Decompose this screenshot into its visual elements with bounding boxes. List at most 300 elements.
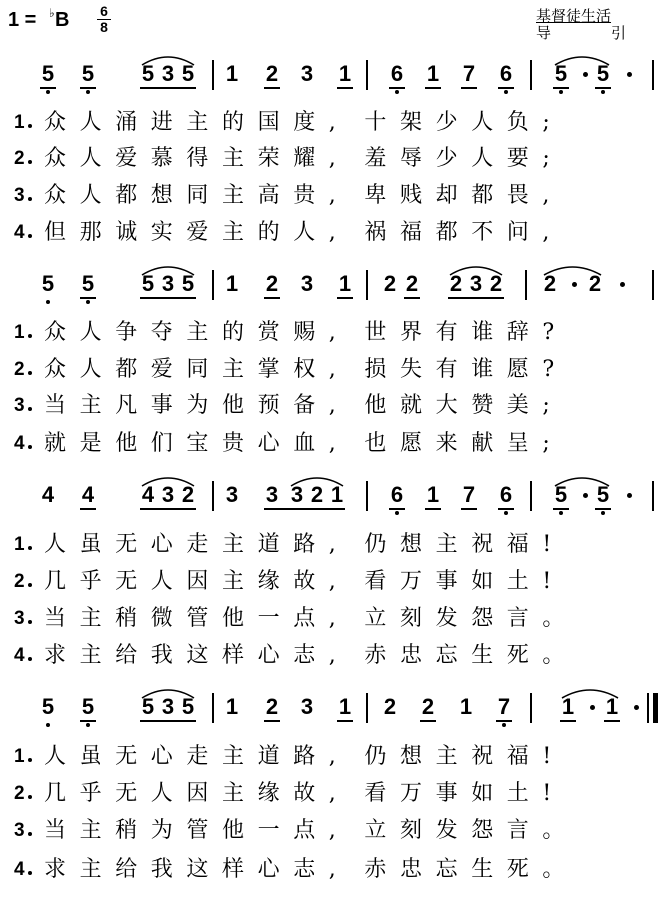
- lyric-char: 故: [293, 781, 316, 806]
- note: 5: [78, 272, 98, 296]
- note: 5: [593, 483, 613, 507]
- note: 2: [588, 271, 602, 296]
- notation-line: [0, 481, 665, 521]
- lyric-char: 稍: [115, 606, 138, 631]
- lyric-char: ;: [542, 146, 550, 171]
- note: 3: [300, 61, 314, 86]
- verse-number-dot: [28, 583, 32, 587]
- verse-number-dot: [28, 371, 32, 375]
- lower-octave-dot: [395, 90, 399, 94]
- final-bar-line-thin: [647, 693, 649, 723]
- lyric-char: 主: [222, 569, 245, 594]
- lyric-char: 主: [222, 146, 245, 171]
- note: 5: [78, 62, 98, 86]
- note: 6: [387, 483, 407, 507]
- lyric-char: 畏: [506, 183, 529, 208]
- final-bar-line-thick: [653, 693, 658, 723]
- lyric-char: 主: [222, 744, 245, 769]
- bar-line: [530, 60, 532, 90]
- lyric-char: ,: [328, 818, 336, 843]
- beam-underline: [553, 508, 569, 510]
- augmentation-dot: [620, 282, 625, 287]
- lyric-char: 。: [542, 857, 565, 882]
- lyric-char: 人: [79, 146, 102, 171]
- lyric-char: 问: [506, 220, 529, 245]
- note: 5: [141, 694, 155, 719]
- beam-underline: [425, 87, 441, 89]
- lyric-char: 有: [435, 357, 458, 382]
- lyric-char: 愿: [506, 357, 529, 382]
- lyric-char: 志: [293, 643, 316, 668]
- note: 5: [551, 62, 571, 86]
- lyric-char: 备: [293, 393, 316, 418]
- lyric-char: 无: [115, 569, 138, 594]
- lyric-char: 忠: [400, 857, 423, 882]
- lower-octave-dot: [559, 511, 563, 515]
- beam-underline: [420, 720, 436, 722]
- verse-number: 2: [14, 571, 25, 592]
- lyric-char: ,: [328, 320, 336, 345]
- lyric-char: 心: [257, 643, 280, 668]
- slur: [290, 475, 344, 487]
- lyric-char: 万: [400, 781, 423, 806]
- bar-line: [366, 481, 368, 511]
- lyric-char: 他: [364, 393, 387, 418]
- note: 5: [78, 695, 98, 719]
- beam-underline: [140, 508, 196, 510]
- lyric-char: 他: [222, 393, 245, 418]
- note: 2: [383, 694, 397, 719]
- beam-underline: [389, 508, 405, 510]
- lyric-char: 主: [186, 320, 209, 345]
- bar-line: [530, 481, 532, 511]
- lyric-line: [0, 355, 665, 389]
- verse-number: 4: [14, 859, 25, 880]
- lyric-char: 志: [293, 857, 316, 882]
- lyric-char: 的: [257, 220, 280, 245]
- beam-underline: [329, 508, 345, 510]
- lyric-char: 都: [471, 183, 494, 208]
- lyric-char: 想: [400, 532, 423, 557]
- verse-number-dot: [28, 758, 32, 762]
- lyric-char: 卑: [364, 183, 387, 208]
- lyric-char: 给: [115, 857, 138, 882]
- lyric-char: 刻: [400, 606, 423, 631]
- lyric-char: 我: [150, 643, 173, 668]
- lyric-char: 涌: [115, 110, 138, 135]
- verse-number-dot: [28, 620, 32, 624]
- lyric-line: [0, 108, 665, 142]
- note: 1: [459, 694, 473, 719]
- lyric-char: 怨: [471, 606, 494, 631]
- key-note: B: [55, 9, 70, 31]
- bar-line: [525, 270, 527, 300]
- lyric-char: 实: [150, 220, 173, 245]
- lyric-char: 谁: [471, 357, 494, 382]
- lyric-char: 主: [79, 643, 102, 668]
- note: 1: [330, 482, 344, 507]
- bar-line: [652, 60, 654, 90]
- lyric-char: 心: [150, 744, 173, 769]
- lyric-char: 血: [293, 431, 316, 456]
- lyric-line: [0, 816, 665, 850]
- lyric-char: 都: [115, 183, 138, 208]
- lyric-char: 那: [79, 220, 102, 245]
- lyric-line: [0, 429, 665, 463]
- lyric-char: 就: [44, 431, 67, 456]
- bar-line: [212, 481, 214, 511]
- verse-number-dot: [28, 795, 32, 799]
- lyric-char: 有: [435, 320, 458, 345]
- lyric-char: 荣: [257, 146, 280, 171]
- lyric-char: 高: [257, 183, 280, 208]
- lyric-char: 众: [44, 357, 67, 382]
- note: 2: [489, 271, 503, 296]
- lyric-char: 大: [435, 393, 458, 418]
- verse-number: 1: [14, 746, 25, 767]
- lyric-char: 点: [293, 606, 316, 631]
- verse-number: 4: [14, 645, 25, 666]
- note: 6: [496, 483, 516, 507]
- lyric-char: 事: [435, 781, 458, 806]
- verse-number: 3: [14, 395, 25, 416]
- lyric-char: 福: [400, 220, 423, 245]
- beam-underline: [80, 297, 96, 299]
- verse-number-dot: [28, 124, 32, 128]
- lyric-char: 贵: [293, 183, 316, 208]
- lyric-char: 心: [257, 857, 280, 882]
- beam-underline: [461, 508, 477, 510]
- lower-octave-dot: [601, 90, 605, 94]
- verse-number: 4: [14, 433, 25, 454]
- beam-underline: [560, 720, 576, 722]
- note: 6: [496, 62, 516, 86]
- note: 5: [141, 61, 155, 86]
- augmentation-dot: [627, 493, 632, 498]
- lyric-char: 看: [364, 781, 387, 806]
- time-signature-bottom: 8: [100, 19, 108, 35]
- lyric-char: 缘: [257, 569, 280, 594]
- lyric-char: 掌: [257, 357, 280, 382]
- beam-underline: [461, 87, 477, 89]
- slur: [141, 54, 195, 66]
- note: 1: [225, 271, 239, 296]
- lyric-char: 乎: [79, 781, 102, 806]
- lyric-char: 贱: [400, 183, 423, 208]
- lyric-char: 人: [150, 781, 173, 806]
- note: 4: [41, 482, 55, 507]
- lyric-char: 想: [400, 744, 423, 769]
- verse-number: 2: [14, 359, 25, 380]
- lyric-char: 世: [364, 320, 387, 345]
- lyric-line: [0, 530, 665, 564]
- verse-number: 4: [14, 222, 25, 243]
- lyric-char: 走: [186, 532, 209, 557]
- note: 2: [265, 271, 279, 296]
- lyric-char: 辞: [506, 320, 529, 345]
- lyric-char: 众: [44, 110, 67, 135]
- lyric-char: 赤: [364, 643, 387, 668]
- time-signature: [96, 4, 112, 35]
- lyric-char: 羞: [364, 146, 387, 171]
- lyric-char: 主: [79, 818, 102, 843]
- source-subtitle-char: 引: [610, 24, 626, 42]
- lyric-char: 祝: [471, 532, 494, 557]
- lyric-char: 道: [257, 744, 280, 769]
- lyric-char: 乎: [79, 569, 102, 594]
- lyric-char: 少: [435, 146, 458, 171]
- lower-octave-dot: [504, 511, 508, 515]
- lyric-char: 无: [115, 744, 138, 769]
- beam-underline: [389, 87, 405, 89]
- lower-octave-dot: [86, 90, 90, 94]
- lyric-char: 看: [364, 569, 387, 594]
- beam-underline: [498, 508, 514, 510]
- lyric-char: ,: [328, 643, 336, 668]
- lyric-char: 道: [257, 532, 280, 557]
- slur: [543, 264, 602, 276]
- beam-underline: [140, 720, 196, 722]
- lyric-char: 得: [186, 146, 209, 171]
- note: 1: [225, 694, 239, 719]
- lower-octave-dot: [86, 300, 90, 304]
- lyric-char: 生: [471, 643, 494, 668]
- lyric-char: 无: [115, 532, 138, 557]
- lyric-char: 是: [79, 431, 102, 456]
- lyric-char: 负: [506, 110, 529, 135]
- beam-underline: [425, 508, 441, 510]
- note: 5: [38, 695, 58, 719]
- lyric-char: 仍: [364, 532, 387, 557]
- beam-underline: [595, 87, 611, 89]
- slur: [141, 687, 195, 699]
- lyric-char: 因: [186, 781, 209, 806]
- verse-number-dot: [28, 871, 32, 875]
- note: 3: [300, 694, 314, 719]
- verse-number-dot: [28, 197, 32, 201]
- lyric-char: 因: [186, 569, 209, 594]
- lyric-char: 如: [471, 569, 494, 594]
- lyric-char: 样: [222, 643, 245, 668]
- lyric-char: 怨: [471, 818, 494, 843]
- lyric-char: 忘: [435, 857, 458, 882]
- lyric-char: 主: [79, 606, 102, 631]
- note: 3: [161, 61, 175, 86]
- bar-line: [212, 693, 214, 723]
- lyric-char: 这: [186, 643, 209, 668]
- lyric-char: ,: [328, 393, 336, 418]
- bar-line: [652, 270, 654, 300]
- lyric-line: [0, 641, 665, 675]
- lyric-char: 同: [186, 183, 209, 208]
- note: 1: [338, 61, 352, 86]
- lyric-char: 土: [506, 781, 529, 806]
- note: 4: [81, 482, 95, 507]
- lyric-char: 主: [186, 110, 209, 135]
- note: 2: [543, 271, 557, 296]
- lyric-char: 祝: [471, 744, 494, 769]
- note: 1: [605, 694, 619, 719]
- source-title: 基督徒生活: [536, 7, 612, 25]
- beam-underline: [496, 720, 512, 722]
- lyric-char: ,: [328, 569, 336, 594]
- beam-underline: [264, 720, 280, 722]
- lyric-char: 人: [79, 357, 102, 382]
- lyric-char: 发: [435, 606, 458, 631]
- lyric-char: 故: [293, 569, 316, 594]
- lyric-char: 虽: [79, 744, 102, 769]
- lyric-char: ;: [542, 393, 550, 418]
- augmentation-dot: [627, 72, 632, 77]
- augmentation-dot: [583, 493, 588, 498]
- lyric-char: 赤: [364, 857, 387, 882]
- lower-octave-dot: [46, 300, 50, 304]
- beam-underline: [80, 87, 96, 89]
- lyric-char: !: [542, 781, 552, 806]
- lyric-char: 主: [222, 357, 245, 382]
- lyric-char: ,: [328, 606, 336, 631]
- lyric-char: 虽: [79, 532, 102, 557]
- note: 2: [421, 694, 435, 719]
- lyric-char: 就: [400, 393, 423, 418]
- source-subtitle: [536, 25, 626, 42]
- lyric-char: 想: [150, 183, 173, 208]
- note: 3: [300, 271, 314, 296]
- slur: [141, 264, 195, 276]
- lyric-char: ,: [542, 183, 550, 208]
- lyric-char: 人: [79, 320, 102, 345]
- lyric-char: 。: [542, 606, 565, 631]
- augmentation-dot: [572, 282, 577, 287]
- lyric-char: 人: [471, 146, 494, 171]
- note: 3: [469, 271, 483, 296]
- verse-number-dot: [28, 234, 32, 238]
- augmentation-dot: [590, 705, 595, 710]
- note: 2: [383, 271, 397, 296]
- beam-underline: [264, 297, 280, 299]
- lyric-char: 预: [257, 393, 280, 418]
- lyric-char: 爱: [186, 220, 209, 245]
- bar-line: [366, 60, 368, 90]
- lyric-char: 一: [257, 818, 280, 843]
- verse-number: 1: [14, 112, 25, 133]
- note: 3: [161, 694, 175, 719]
- lyric-char: 。: [542, 818, 565, 843]
- lyric-char: ?: [542, 357, 555, 382]
- lyric-char: 架: [400, 110, 423, 135]
- lyric-char: 辱: [400, 146, 423, 171]
- note: 5: [38, 272, 58, 296]
- lyric-char: 言: [506, 606, 529, 631]
- verse-number: 3: [14, 185, 25, 206]
- beam-underline: [604, 720, 620, 722]
- flat-sign: ♭: [49, 6, 55, 20]
- lyric-char: 主: [222, 183, 245, 208]
- lyric-char: 微: [150, 606, 173, 631]
- lyric-char: 死: [506, 857, 529, 882]
- beam-underline: [140, 87, 196, 89]
- lyric-line: [0, 779, 665, 813]
- lyric-line: [0, 855, 665, 889]
- note: 5: [181, 694, 195, 719]
- lyric-char: 路: [293, 532, 316, 557]
- lyric-char: ,: [328, 744, 336, 769]
- lyric-char: 要: [506, 146, 529, 171]
- note: 7: [462, 482, 476, 507]
- beam-underline: [80, 508, 96, 510]
- note: 5: [141, 271, 155, 296]
- lyric-char: 几: [44, 781, 67, 806]
- lyric-char: 求: [44, 857, 67, 882]
- lyric-char: 都: [115, 357, 138, 382]
- verse-number-dot: [28, 832, 32, 836]
- note: 1: [426, 482, 440, 507]
- lyric-line: [0, 391, 665, 425]
- lyric-char: 谁: [471, 320, 494, 345]
- note: 1: [338, 694, 352, 719]
- slur: [554, 54, 610, 66]
- lyric-char: !: [542, 744, 552, 769]
- beam-underline: [140, 297, 196, 299]
- lyric-char: 土: [506, 569, 529, 594]
- lyric-char: 这: [186, 857, 209, 882]
- lyric-char: 稍: [115, 818, 138, 843]
- lyric-char: 耀: [293, 146, 316, 171]
- lyric-char: 度: [293, 110, 316, 135]
- lyric-char: 路: [293, 744, 316, 769]
- lyric-char: 事: [150, 393, 173, 418]
- lyric-char: 事: [435, 569, 458, 594]
- beam-underline: [404, 297, 420, 299]
- slur: [554, 475, 610, 487]
- key-signature-label: 1 =: [8, 9, 37, 31]
- time-signature-top: 6: [100, 3, 108, 19]
- verse-number-dot: [28, 445, 32, 449]
- lyric-char: 赏: [257, 320, 280, 345]
- note: 5: [181, 61, 195, 86]
- beam-underline: [264, 87, 280, 89]
- lyric-char: 言: [506, 818, 529, 843]
- lyric-char: ,: [328, 857, 336, 882]
- lyric-char: 人: [79, 183, 102, 208]
- slur: [561, 687, 619, 699]
- lyric-char: ,: [328, 357, 336, 382]
- note: 3: [161, 482, 175, 507]
- bar-line: [212, 60, 214, 90]
- note: 2: [265, 61, 279, 86]
- lyric-char: 当: [44, 606, 67, 631]
- lyric-char: 但: [44, 220, 67, 245]
- lyric-char: 样: [222, 857, 245, 882]
- lower-octave-dot: [395, 511, 399, 515]
- note: 4: [141, 482, 155, 507]
- notation-line: [0, 270, 665, 310]
- lower-octave-dot: [46, 723, 50, 727]
- lyric-char: 立: [364, 606, 387, 631]
- lyric-char: 也: [364, 431, 387, 456]
- verse-number: 1: [14, 322, 25, 343]
- lyric-char: 来: [435, 431, 458, 456]
- lyric-char: 主: [222, 220, 245, 245]
- lyric-char: 人: [150, 569, 173, 594]
- lyric-char: !: [542, 532, 552, 557]
- lyric-char: 人: [44, 744, 67, 769]
- lower-octave-dot: [504, 90, 508, 94]
- lyric-line: [0, 218, 665, 252]
- lyric-char: ,: [328, 532, 336, 557]
- beam-underline: [448, 297, 504, 299]
- lyric-char: 福: [506, 744, 529, 769]
